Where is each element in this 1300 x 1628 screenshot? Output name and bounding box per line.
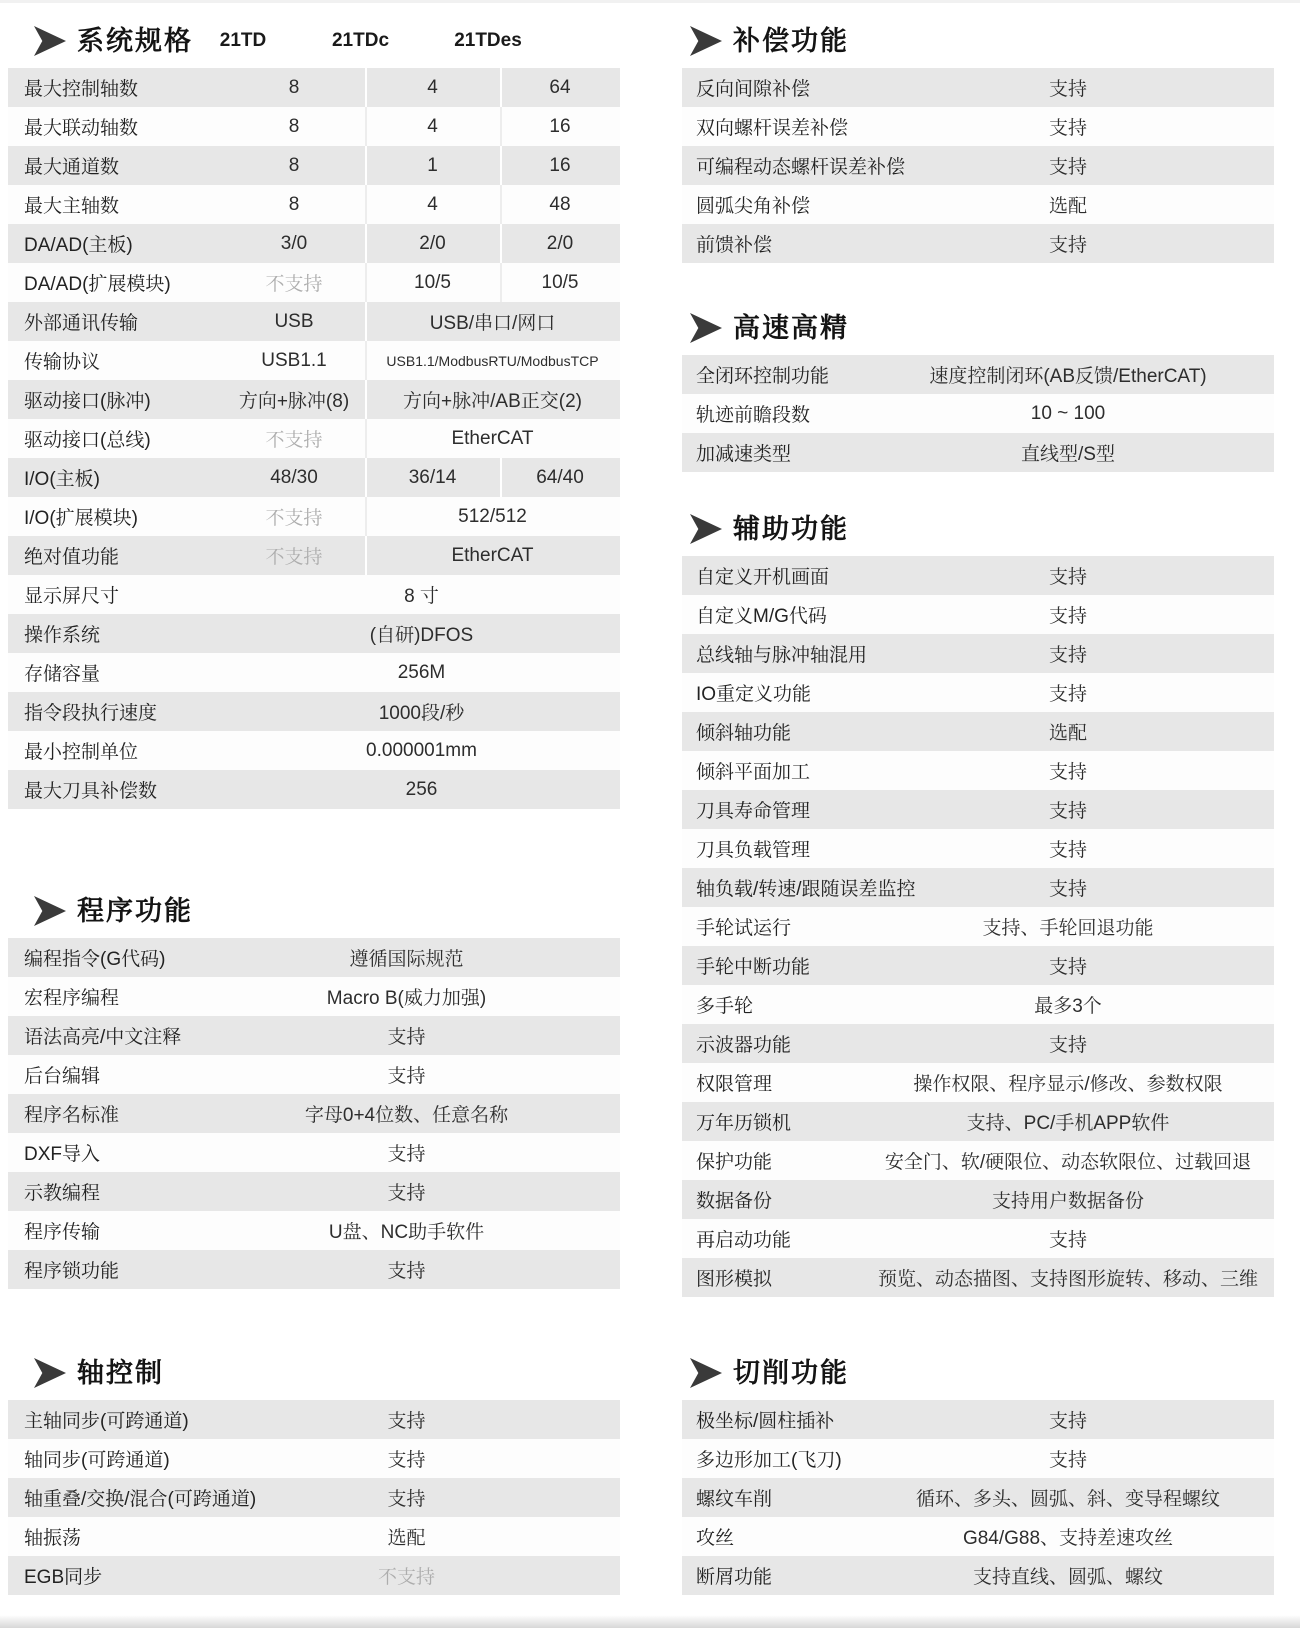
spec-row [682,1478,1274,1517]
spec-value: 8 [288,193,300,215]
spec-label: 后台编辑 [24,1066,101,1087]
system-spec-table [8,68,620,809]
spec-row [8,653,620,692]
arrow-icon [690,1358,722,1388]
spec-row [8,1400,620,1439]
section-title: 辅助功能 [733,514,849,544]
spec-row [682,1102,1274,1141]
spec-row [8,146,620,185]
spec-row [682,946,1274,985]
spec-label: 多边形加工(飞刀) [696,1450,842,1471]
spec-label: 多手轮 [696,996,754,1017]
spec-value: 8 寸 [404,586,439,607]
spec-label: 倾斜轴功能 [696,723,792,744]
spec-row [8,419,620,458]
spec-label: DA/AD(主板) [24,235,133,256]
spec-label: DXF导入 [24,1144,101,1165]
spec-value: 48 [500,185,620,224]
spec-value: 不支持 [377,1567,435,1588]
spec-value: 支持 [1048,1450,1087,1471]
spec-row [8,1556,620,1595]
spec-value: 1000段/秒 [378,703,465,724]
spec-label: 示波器功能 [696,1035,792,1056]
spec-value: USB [274,310,314,332]
spec-label: 自定义开机画面 [696,567,830,588]
spec-row [682,634,1274,673]
spec-value: 支持 [1048,840,1087,861]
spec-row [682,224,1274,263]
spec-label: 总线轴与脉冲轴混用 [696,645,868,666]
spec-row [682,673,1274,712]
spec-value: U盘、NC助手软件 [328,1222,485,1243]
spec-value: 不支持 [265,547,323,568]
cutting-table [682,1400,1274,1595]
spec-value: 512/512 [365,497,620,536]
spec-label: 轴重叠/交换/混合(可跨通道) [24,1489,257,1510]
spec-row [8,1478,620,1517]
section-header [8,1350,620,1396]
section-cutting [682,1350,1274,1595]
spec-row [8,1439,620,1478]
spec-value: 4 [365,68,500,107]
column-header-21tdes: 21TDes [454,30,522,51]
spec-value: Macro B(威力加强) [326,988,487,1009]
section-header [682,1350,1274,1396]
auxiliary-table [682,556,1274,1297]
spec-value: 支持 [387,1027,426,1048]
section-header [682,305,1274,351]
spec-value: 支持 [1048,645,1087,666]
spec-row [8,575,620,614]
spec-label: 权限管理 [696,1074,773,1095]
spec-value: 安全门、软/硬限位、动态软限位、过载回退 [884,1152,1252,1173]
highspeed-table [682,355,1274,472]
spec-label: 加减速类型 [696,444,792,465]
spec-label: 主轴同步(可跨通道) [24,1411,189,1432]
spec-label: 断屑功能 [696,1567,773,1588]
spec-label: 程序锁功能 [24,1261,120,1282]
spec-value: 支持 [387,1489,426,1510]
column-header-21td: 21TD [219,30,267,51]
spec-row [682,1141,1274,1180]
spec-label: 手轮中断功能 [696,957,811,978]
spec-row [8,1133,620,1172]
spec-label: 倾斜平面加工 [696,762,811,783]
spec-label: 指令段执行速度 [24,703,158,724]
spec-value: 方向+脉冲/AB正交(2) [365,380,620,419]
spec-label: 驱动接口(脉冲) [24,391,151,412]
section-header [8,888,620,934]
section-header [8,18,620,64]
spec-value: 10 ~ 100 [1030,402,1106,424]
spec-row [8,731,620,770]
spec-label: I/O(主板) [24,469,100,490]
section-program [8,888,620,1289]
spec-value: 支持 [1048,957,1087,978]
spec-label: 最大通道数 [24,157,120,178]
spec-label: 数据备份 [696,1191,773,1212]
spec-label: 语法高亮/中文注释 [24,1027,182,1048]
spec-value: 48/30 [270,466,318,488]
spec-row [682,1517,1274,1556]
section-highspeed [682,305,1274,472]
spec-value: 支持 [1048,567,1087,588]
arrow-icon [690,313,722,343]
section-compensation [682,18,1274,263]
spec-label: 极坐标/圆柱插补 [696,1411,835,1432]
spec-row [8,497,620,536]
spec-label: 驱动接口(总线) [24,430,151,451]
spec-row [682,185,1274,224]
spec-row [8,1172,620,1211]
spec-value: 8 [288,154,300,176]
spec-value: 支持 [387,1183,426,1204]
spec-row [682,1180,1274,1219]
spec-value: 支持 [387,1066,426,1087]
spec-value: 16 [500,146,620,185]
spec-value: 不支持 [265,508,323,529]
spec-row [8,1094,620,1133]
spec-value: 预览、动态描图、支持图形旋转、移动、三维 [877,1269,1258,1290]
spec-value: 选配 [1048,196,1087,217]
spec-value: 支持 [1048,801,1087,822]
section-title: 高速高精 [733,313,849,343]
spec-row [682,790,1274,829]
spec-row [682,712,1274,751]
spec-label: 轨迹前瞻段数 [696,405,811,426]
spec-value: 10/5 [500,263,620,302]
spec-value: 直线型/S型 [1021,444,1115,465]
spec-label: 绝对值功能 [24,547,120,568]
section-title: 补偿功能 [733,26,849,56]
program-table [8,938,620,1289]
spec-row [682,556,1274,595]
spec-value: 2/0 [365,224,500,263]
spec-row [8,185,620,224]
spec-row [682,1439,1274,1478]
spec-value: 64/40 [500,458,620,497]
arrow-icon [34,1358,66,1388]
spec-row [8,224,620,263]
spec-row [8,1517,620,1556]
spec-value: 1 [365,146,500,185]
spec-row [8,692,620,731]
section-title: 程序功能 [77,896,193,926]
spec-value: 支持 [1048,879,1087,900]
spec-value: 支持 [387,1261,426,1282]
spec-value: 字母0+4位数、任意名称 [304,1105,509,1126]
spec-value: 36/14 [365,458,500,497]
arrow-icon [34,26,66,56]
spec-label: 轴同步(可跨通道) [24,1450,170,1471]
spec-value: 2/0 [500,224,620,263]
spec-label: 最大刀具补偿数 [24,781,158,802]
spec-value: EtherCAT [365,536,620,575]
spec-label: 再启动功能 [696,1230,792,1251]
spec-value: 支持 [1048,1035,1087,1056]
model-column-headers [193,18,620,64]
spec-value: G84/G88、支持差速攻丝 [962,1528,1174,1549]
spec-row [8,263,620,302]
spec-value: 0.000001mm [366,739,477,761]
spec-label: 编程指令(G代码) [24,949,166,970]
page-top-edge [0,0,1300,3]
spec-label: EGB同步 [24,1567,103,1588]
spec-row [8,380,620,419]
spec-value: 支持 [1048,1411,1087,1432]
spec-label: 保护功能 [696,1152,773,1173]
spec-value: 支持 [1048,762,1087,783]
spec-row [8,302,620,341]
spec-label: 程序名标准 [24,1105,120,1126]
section-title: 轴控制 [77,1358,164,1388]
spec-label: 反向间隙补偿 [696,79,811,100]
section-header [682,18,1274,64]
spec-value: 速度控制闭环(AB反馈/EtherCAT) [929,366,1207,387]
spec-row [682,1024,1274,1063]
spec-value: 256 [405,778,438,800]
spec-row [682,68,1274,107]
spec-row [8,938,620,977]
compensation-table [682,68,1274,263]
spec-label: 显示屏尺寸 [24,586,120,607]
section-title: 切削功能 [733,1358,849,1388]
spec-row [682,595,1274,634]
spec-label: 轴负载/转速/跟随误差监控 [696,879,916,900]
section-auxiliary [682,506,1274,1297]
spec-label: I/O(扩展模块) [24,508,138,529]
spec-label: 传输协议 [24,352,101,373]
spec-row [682,394,1274,433]
spec-label: 操作系统 [24,625,101,646]
spec-value: USB/串口/网口 [365,302,620,341]
spec-value: 方向+脉冲(8) [238,391,350,412]
spec-label: 外部通讯传输 [24,313,139,334]
spec-label: 可编程动态螺杆误差补偿 [696,157,906,178]
spec-label: 最大控制轴数 [24,79,139,100]
spec-value: 8 [288,115,300,137]
spec-row [682,1400,1274,1439]
spec-label: 圆弧尖角补偿 [696,196,811,217]
spec-value: (自研)DFOS [369,625,474,646]
spec-row [682,355,1274,394]
spec-value: 操作权限、程序显示/修改、参数权限 [913,1074,1223,1095]
spec-value: 10/5 [365,263,500,302]
spec-row [682,107,1274,146]
spec-value: 支持 [387,1450,426,1471]
spec-label: 攻丝 [696,1528,735,1549]
spec-label: 螺纹车削 [696,1489,773,1510]
spec-value: 支持 [1048,118,1087,139]
spec-value: 支持 [387,1411,426,1432]
spec-value: 支持 [1048,79,1087,100]
spec-row [682,829,1274,868]
spec-value: 8 [288,76,300,98]
spec-row [8,1055,620,1094]
spec-label: 最大主轴数 [24,196,120,217]
spec-value: 支持 [1048,1230,1087,1251]
spec-value: 选配 [1048,723,1087,744]
spec-label: 刀具寿命管理 [696,801,811,822]
spec-label: 手轮试运行 [696,918,792,939]
spec-label: 双向螺杆误差补偿 [696,118,849,139]
spec-value: 4 [365,185,500,224]
spec-row [682,1258,1274,1297]
spec-row [682,907,1274,946]
spec-value: 支持 [387,1144,426,1165]
spec-label: IO重定义功能 [696,684,812,705]
spec-label: 示教编程 [24,1183,101,1204]
spec-value: 支持 [1048,606,1087,627]
spec-value: 支持 [1048,684,1087,705]
arrow-icon [690,26,722,56]
spec-value: EtherCAT [365,419,620,458]
spec-label: DA/AD(扩展模块) [24,274,171,295]
spec-label: 最大联动轴数 [24,118,139,139]
spec-row [682,146,1274,185]
arrow-icon [690,514,722,544]
spec-value: USB1.1/ModbusRTU/ModbusTCP [365,341,620,380]
spec-value: 支持、手轮回退功能 [982,918,1154,939]
spec-label: 前馈补偿 [696,235,773,256]
spec-label: 程序传输 [24,1222,101,1243]
spec-label: 刀具负载管理 [696,840,811,861]
arrow-icon [34,896,66,926]
spec-value: 16 [500,107,620,146]
spec-row [682,1219,1274,1258]
spec-row [8,536,620,575]
spec-value: 选配 [387,1528,426,1549]
spec-row [8,68,620,107]
spec-value: 遵循国际规范 [349,949,464,970]
spec-row [8,977,620,1016]
spec-value: 支持直线、圆弧、螺纹 [972,1567,1163,1588]
spec-label: 全闭环控制功能 [696,366,830,387]
spec-value: 256M [397,661,446,683]
spec-row [8,458,620,497]
column-header-21tdc: 21TDc [331,30,390,51]
section-system [8,18,620,809]
spec-row [8,770,620,809]
spec-label: 轴振荡 [24,1528,82,1549]
spec-label: 存储容量 [24,664,101,685]
spec-value: USB1.1 [261,349,327,371]
spec-value: 循环、多头、圆弧、斜、变导程螺纹 [915,1489,1220,1510]
spec-row [682,1063,1274,1102]
spec-row [682,433,1274,472]
spec-row [8,614,620,653]
axis-control-table [8,1400,620,1595]
spec-value: 不支持 [265,274,323,295]
spec-value: 支持、PC/手机APP软件 [966,1113,1170,1134]
spec-row [8,1211,620,1250]
spec-value: 最多3个 [1034,996,1102,1017]
spec-row [682,751,1274,790]
spec-value: 64 [500,68,620,107]
spec-row [8,341,620,380]
section-header [682,506,1274,552]
spec-label: 图形模拟 [696,1269,773,1290]
spec-value: 3/0 [280,232,308,254]
spec-value: 支持用户数据备份 [991,1191,1144,1212]
spec-label: 宏程序编程 [24,988,120,1009]
spec-label: 最小控制单位 [24,742,139,763]
spec-row [682,985,1274,1024]
section-axis [8,1350,620,1595]
spec-label: 自定义M/G代码 [696,606,827,627]
spec-value: 支持 [1048,235,1087,256]
spec-row [8,107,620,146]
spec-row [8,1016,620,1055]
spec-value: 不支持 [265,430,323,451]
spec-value: 支持 [1048,157,1087,178]
spec-row [8,1250,620,1289]
spec-row [682,868,1274,907]
spec-label: 万年历锁机 [696,1113,792,1134]
section-title: 系统规格 [77,26,193,56]
spec-row [682,1556,1274,1595]
spec-value: 4 [365,107,500,146]
page-bottom-edge [0,1615,1300,1628]
